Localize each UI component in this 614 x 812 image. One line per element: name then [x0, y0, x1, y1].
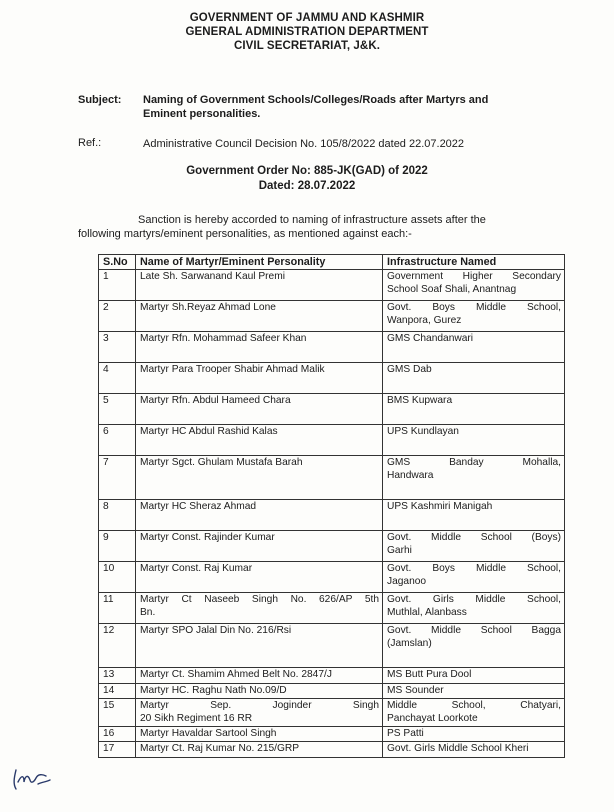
row-infra-line-1: UPS Kashmiri Manigah — [387, 501, 493, 513]
row-infra-line-1: BMS Kupwara — [387, 395, 453, 407]
header-infra: Infrastructure Named — [383, 255, 565, 270]
row-infra-line-1: Middle School, Chatyari, — [387, 700, 561, 712]
row-infra — [383, 727, 565, 742]
row-name — [136, 593, 383, 624]
row-name-line-1: Martyr Rfn. Abdul Hameed Chara — [140, 395, 291, 407]
row-infra-line-1: Govt. Middle School (Boys) — [387, 532, 561, 544]
row-sno: 14 — [99, 683, 136, 698]
row-name-line-2: Bn. — [140, 606, 156, 618]
row-infra — [383, 593, 565, 624]
row-infra — [383, 332, 565, 363]
row-infra-line-1: Govt. Girls Middle School, — [387, 594, 561, 606]
row-sno: 9 — [99, 531, 136, 562]
table-row — [99, 270, 565, 301]
row-sno: 4 — [99, 363, 136, 394]
row-name — [136, 270, 383, 301]
martyrs-table — [98, 254, 565, 758]
row-infra-line-1: Government Higher Secondary — [387, 271, 561, 283]
row-name-line-1: Martyr Sgct. Ghulam Mustafa Barah — [140, 457, 303, 469]
row-sno: 10 — [99, 562, 136, 593]
row-name-line-1: Martyr Rfn. Mohammad Safeer Khan — [140, 333, 307, 345]
row-infra-line-1: Govt. Boys Middle School, — [387, 302, 561, 314]
row-sno: 11 — [99, 593, 136, 624]
row-infra — [383, 363, 565, 394]
table-row — [99, 683, 565, 698]
row-sno: 1 — [99, 270, 136, 301]
table-header-row — [99, 255, 565, 270]
row-sno: 5 — [99, 394, 136, 425]
row-infra — [383, 742, 565, 757]
row-name — [136, 456, 383, 500]
row-name — [136, 425, 383, 456]
ref-text: Administrative Council Decision No. 105/8/2022 dated 22.07.2022 — [143, 138, 465, 150]
row-name — [136, 301, 383, 332]
row-name-line-1: Martyr Ct. Shamim Ahmed Belt No. 2847/J — [140, 669, 332, 681]
table-row — [99, 699, 565, 727]
table-row — [99, 727, 565, 742]
row-infra-line-1: UPS Kundlayan — [387, 426, 459, 438]
row-infra-line-2: Panchayat Loorkote — [387, 712, 478, 724]
table-row — [99, 363, 565, 394]
header-sno: S.No — [99, 255, 136, 270]
table-row — [99, 332, 565, 363]
row-infra-line-2: School Soaf Shali, Anantnag — [387, 283, 517, 295]
row-infra — [383, 425, 565, 456]
table-row — [99, 425, 565, 456]
subject-line-2: Eminent personalities. — [143, 108, 261, 120]
ref-label: Ref.: — [78, 137, 102, 149]
row-infra — [383, 394, 565, 425]
row-name-line-1: Martyr Ct Naseeb Singh No. 626/AP 5th — [140, 594, 379, 606]
row-name-line-1: Martyr HC Sheraz Ahmad — [140, 501, 257, 513]
row-infra — [383, 668, 565, 683]
row-name-line-1: Martyr Sh.Reyaz Ahmad Lone — [140, 302, 276, 314]
row-name-line-1: Late Sh. Sarwanand Kaul Premi — [140, 271, 285, 283]
table-row — [99, 624, 565, 668]
row-name-line-1: Martyr HC. Raghu Nath No.09/D — [140, 684, 287, 696]
row-infra — [383, 562, 565, 593]
row-sno: 15 — [99, 699, 136, 727]
row-infra — [383, 699, 565, 727]
row-infra-line-1: Govt. Boys Middle School, — [387, 563, 561, 575]
row-name — [136, 562, 383, 593]
row-name — [136, 500, 383, 531]
row-infra — [383, 500, 565, 531]
row-infra-line-1: Govt. Middle School Bagga — [387, 625, 561, 637]
row-infra — [383, 270, 565, 301]
row-infra-line-1: GMS Dab — [387, 364, 432, 376]
order-number: Government Order No: 885-JK(GAD) of 2022 — [186, 165, 428, 177]
row-name-line-1: Martyr Havaldar Sartool Singh — [140, 728, 277, 740]
row-infra-line-1: MS Butt Pura Dool — [387, 669, 472, 681]
subject-line-1: Naming of Government Schools/Colleges/Roads after Martyrs and — [143, 94, 489, 106]
row-name — [136, 699, 383, 727]
table-row — [99, 593, 565, 624]
table-row — [99, 394, 565, 425]
header-line-3: CIVIL SECRETARIAT, J&K. — [233, 40, 381, 52]
row-name-line-1: Martyr HC Abdul Rashid Kalas — [140, 426, 278, 438]
table-row — [99, 562, 565, 593]
row-sno: 2 — [99, 301, 136, 332]
row-name-line-1: Martyr Ct. Raj Kumar No. 215/GRP — [140, 743, 300, 755]
header-line-1: GOVERNMENT OF JAMMU AND KASHMIR — [189, 12, 425, 24]
row-infra — [383, 456, 565, 500]
table-row — [99, 456, 565, 500]
row-infra-line-2: Muthlal, Alanbass — [387, 606, 467, 618]
row-infra — [383, 531, 565, 562]
row-name-line-1: Martyr Const. Raj Kumar — [140, 563, 253, 575]
row-infra-line-1: GMS Chandanwari — [387, 333, 474, 345]
row-name — [136, 332, 383, 363]
order-date: Dated: 28.07.2022 — [258, 180, 356, 192]
row-name — [136, 531, 383, 562]
row-sno: 13 — [99, 668, 136, 683]
row-infra-line-2: (Jamslan) — [387, 637, 432, 649]
row-name — [136, 683, 383, 698]
row-sno: 8 — [99, 500, 136, 531]
signature-mark — [10, 760, 54, 794]
row-name — [136, 668, 383, 683]
row-sno: 6 — [99, 425, 136, 456]
row-name-line-1: Martyr Para Trooper Shabir Ahmad Malik — [140, 364, 325, 376]
header-name: Name of Martyr/Eminent Personality — [136, 255, 383, 270]
table-row — [99, 500, 565, 531]
row-infra — [383, 683, 565, 698]
row-name — [136, 742, 383, 757]
table-row — [99, 668, 565, 683]
row-infra-line-2: Wanpora, Gurez — [387, 314, 462, 326]
row-infra-line-1: PS Patti — [387, 728, 424, 740]
row-sno: 3 — [99, 332, 136, 363]
row-name-line-2: 20 Sikh Regiment 16 RR — [140, 712, 253, 724]
row-sno: 12 — [99, 624, 136, 668]
row-infra-line-2: Garhi — [387, 544, 412, 556]
row-infra-line-1: GMS Banday Mohalla, — [387, 457, 561, 469]
row-name-line-1: Martyr SPO Jalal Din No. 216/Rsi — [140, 625, 292, 637]
table-row — [99, 301, 565, 332]
row-name — [136, 363, 383, 394]
row-infra-line-1: Govt. Girls Middle School Kheri — [387, 743, 529, 755]
row-name-line-1: Martyr Sep. Joginder Singh — [140, 700, 379, 712]
row-sno: 17 — [99, 742, 136, 757]
row-name — [136, 394, 383, 425]
row-name — [136, 727, 383, 742]
row-infra-line-1: MS Sounder — [387, 684, 444, 696]
row-infra — [383, 301, 565, 332]
row-sno: 16 — [99, 727, 136, 742]
intro-line-1: Sanction is hereby accorded to naming of infrastructure assets after the — [138, 214, 486, 226]
header-line-2: GENERAL ADMINISTRATION DEPARTMENT — [185, 26, 429, 38]
table-row — [99, 531, 565, 562]
row-infra — [383, 624, 565, 668]
row-name-line-1: Martyr Const. Rajinder Kumar — [140, 532, 275, 544]
subject-label: Subject: — [78, 94, 122, 106]
row-infra-line-2: Handwara — [387, 469, 434, 481]
row-sno: 7 — [99, 456, 136, 500]
row-infra-line-2: Jaganoo — [387, 575, 427, 587]
row-name — [136, 624, 383, 668]
table-row — [99, 742, 565, 757]
intro-line-2: following martyrs/eminent personalities, as mentioned against each:- — [78, 228, 412, 240]
